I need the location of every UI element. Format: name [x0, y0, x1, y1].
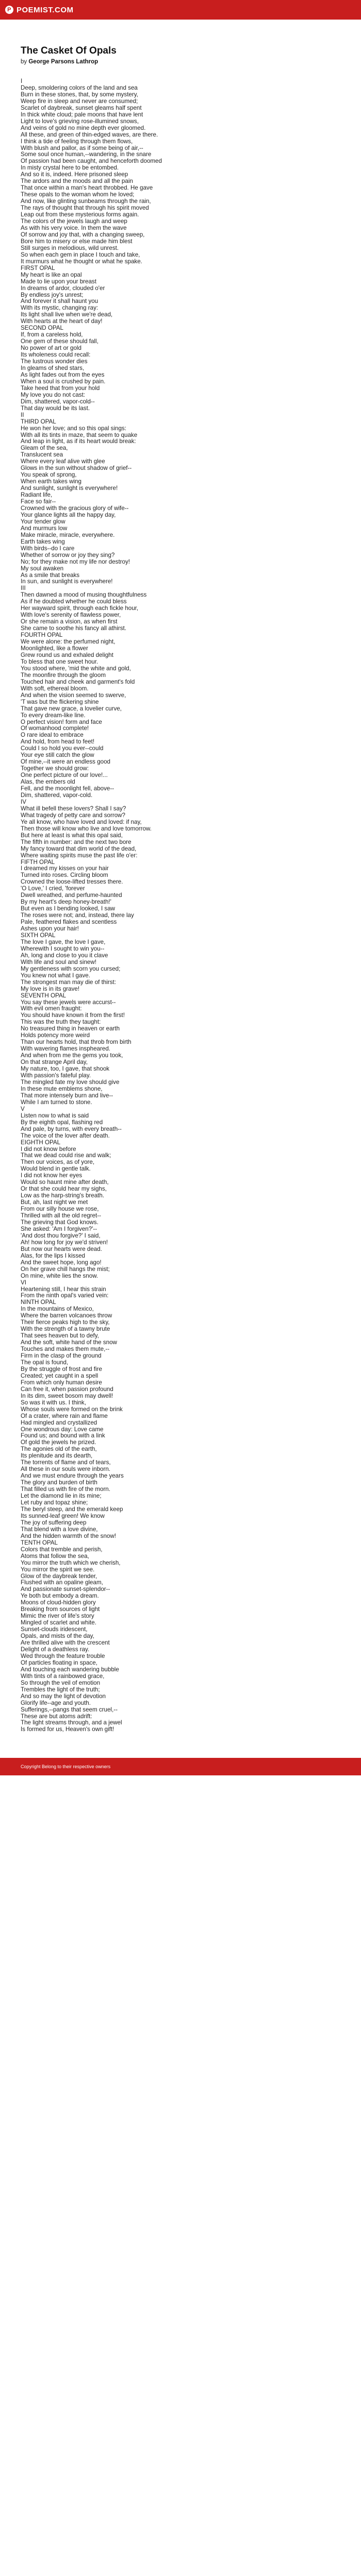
poem-line: Face so fair-- — [21, 498, 56, 505]
poem-line: NINTH OPAL — [21, 1299, 56, 1306]
poem-line: Of a crater, where rain and flame — [21, 1412, 108, 1419]
poem-line: Fell, and the moonlight fell, above-- — [21, 785, 114, 792]
poem-line: Whose souls were formed on the brink — [21, 1405, 123, 1413]
poem-line: Firm in the clasp of the ground — [21, 1352, 102, 1360]
poem-line: Than our hearts hold, that throb from birth — [21, 1039, 132, 1046]
poem-line: Ye both but embody a dream. — [21, 1592, 99, 1600]
poem-line: SECOND OPAL — [21, 325, 63, 332]
poem-line: With birds--do I care — [21, 545, 75, 552]
poem-line: With life and soul and sinew! — [21, 958, 96, 965]
poem-line: In sun, and sunlight is everywhere! — [21, 578, 113, 585]
poem-line: Sufferings,--pangs that seem cruel,-- — [21, 1706, 118, 1713]
poem-line: SIXTH OPAL — [21, 932, 56, 939]
poem-line: SEVENTH OPAL — [21, 992, 67, 999]
poem-line: THIRD OPAL — [21, 418, 56, 425]
poem-line: Touched hair and cheek and garment's fold — [21, 678, 135, 685]
poem-byline — [21, 59, 340, 65]
poem-line: You knew not what I gave. — [21, 972, 90, 979]
poem-line: Together we should grow: — [21, 765, 89, 772]
poem-line: And the sweet hope, long ago! — [21, 1259, 102, 1266]
poem-line: Atoms that follow the sea, — [21, 1552, 89, 1560]
poem-line: Opals, and mists of the day, — [21, 1633, 94, 1640]
poem-line: The colors of the jewels laugh and weep — [21, 218, 127, 225]
byline-prefix: by — [21, 59, 27, 65]
poem-line: That we dead could rise and walk; — [21, 1152, 111, 1159]
poem-line: By my heart's deep honey-breath!' — [21, 899, 111, 906]
poem-line: You mirror the truth which we cherish, — [21, 1559, 121, 1566]
poem-line: Could I so hold you ever--could — [21, 745, 104, 752]
poem-line: My nature, too, I gave, that shook — [21, 1065, 110, 1073]
poem-line: So was it with us. I think, — [21, 1399, 86, 1406]
poem-title: The Casket Of Opals — [21, 45, 117, 56]
poem-line: The rays of thought that through his spirit moved — [21, 205, 149, 212]
poem-line: My love is in its grave! — [21, 985, 80, 992]
poem-line: But now our hearts were dead. — [21, 1245, 102, 1252]
poem-line: From our silly house we rose, — [21, 1206, 99, 1213]
poem-line: Light to love's grieving rose-illumined snows, — [21, 117, 139, 125]
poem-line: Let the diamond lie in its mine; — [21, 1493, 102, 1500]
poem-line: One wondrous day: Love came — [21, 1426, 104, 1433]
poem-line: She came to soothe his fancy all athirst. — [21, 625, 126, 632]
poem-line: The opal is found, — [21, 1359, 69, 1366]
poem-line: In the mountains of Mexico, — [21, 1306, 94, 1313]
poem-line: No; for they make not my life nor destroy! — [21, 558, 130, 565]
poem-line: Gleam of the sea, — [21, 445, 68, 452]
poem-line: But, ah, last night we met — [21, 1199, 88, 1206]
poem-line: The mingled fate my love should give — [21, 1078, 120, 1086]
poem-line: Translucent sea — [21, 451, 63, 459]
poem-line: And touching each wandering bubble — [21, 1666, 119, 1673]
poem-line: The light streams through, and a jewel — [21, 1719, 122, 1726]
poem-line: And leap in light, as if its heart would break: — [21, 438, 136, 445]
poem-line: Mingled of scarlet and white. — [21, 1619, 96, 1626]
poem-line: By endless joy's unrest; — [21, 291, 84, 298]
poem-line: Your eye still catch the glow — [21, 752, 94, 759]
poem-line: Flushed with an opaline gleam, — [21, 1579, 103, 1586]
poem-line: You speak of sprong, — [21, 471, 77, 479]
poem-line: Of sorrow and joy that, with a changing sweep, — [21, 231, 145, 238]
poem-line: If, from a careless hold, — [21, 331, 83, 338]
poem-line: IV — [21, 798, 26, 805]
poem-line: To bless that one sweet hour. — [21, 658, 99, 665]
poem-line: Made to lie upon your breast — [21, 278, 96, 285]
copyright-text: Copyright Belong to their respective owners — [21, 1764, 111, 1770]
poem-line: The grieving that God knows. — [21, 1218, 99, 1226]
poem-line: Deep, smoldering colors of the land and sea — [21, 84, 138, 91]
poem-page — [0, 20, 361, 1743]
poem-line: The roses were not; and, instead, there lay — [21, 912, 134, 919]
poem-line: 'And dost thou forgive?' I said, — [21, 1232, 101, 1239]
poem-line: That once within a man's heart throbbed. He gave — [21, 184, 153, 192]
poem-line: You mirror the spirit we see. — [21, 1566, 95, 1573]
poem-line: Its light shall live when we're dead, — [21, 311, 113, 318]
poem-line: These opals to the woman whom he loved; — [21, 191, 135, 198]
poem-line: But here at least is what this opal said, — [21, 832, 123, 839]
poem-line: In its dim, sweet bosom may dwell! — [21, 1392, 113, 1399]
poem-line: And we must endure through the years — [21, 1472, 124, 1480]
poem-line: I dreamed my kisses on your hair — [21, 865, 109, 872]
poem-line: In misty crystal here to be entombed. — [21, 164, 119, 172]
poem-line: FIFTH OPAL — [21, 858, 55, 866]
poem-line: The lustrous wonder dies — [21, 358, 88, 365]
poem-line: Ah! how long for joy we'd striven! — [21, 1239, 108, 1246]
poem-line: Bore him to misery or else made him blest — [21, 238, 133, 245]
poem-line: Mimic the river of life's story — [21, 1613, 94, 1620]
poem-line: Scarlet of daybreak, sunset gleams half spent — [21, 104, 142, 111]
poem-line: Can free it, when passion profound — [21, 1385, 113, 1393]
poem-line: My gentleness with scorn you cursed; — [21, 965, 121, 972]
site-name: POEMIST.COM — [17, 5, 74, 14]
poem-line: As with his very voice. In them the wave — [21, 224, 127, 231]
poem-line: The torrents of flame and of tears, — [21, 1459, 111, 1466]
poem-line: O perfect vision! form and face — [21, 718, 102, 725]
poem-line: Are thrilled alive with the crescent — [21, 1639, 110, 1647]
poem-line: Your glance lights all the happy day, — [21, 511, 116, 518]
poem-line: Of gold the jewels he prized. — [21, 1439, 96, 1446]
poem-line: Dwell wreathed, and perfume-haunted — [21, 892, 122, 899]
poem-line: Alas, for the lips I kissed — [21, 1252, 86, 1259]
poem-line: From which only human desire — [21, 1379, 102, 1386]
poem-line: EIGHTH OPAL — [21, 1139, 61, 1146]
poem-line: Let ruby and topaz shine; — [21, 1499, 88, 1506]
poem-line: Where waiting spirits muse the past life o'er: — [21, 852, 138, 859]
poemist-logo-icon: P — [5, 6, 13, 14]
poem-line: FOURTH OPAL — [21, 632, 63, 639]
poem-line: III — [21, 585, 26, 592]
poem-line: Glorify life--age and youth. — [21, 1699, 91, 1706]
poem-line: This was the truth they taught: — [21, 1019, 101, 1026]
poem-line: The love I gave, the love I gave, — [21, 938, 106, 945]
poem-line: Where every leaf alive with glee — [21, 458, 105, 465]
poem-line: The agonies old of the earth, — [21, 1446, 97, 1453]
poem-line: Then dawned a mood of musing thoughtfulness — [21, 591, 147, 599]
poem-line: In thick white cloud; pale moons that have lent — [21, 111, 143, 118]
poem-line: The joy of suffering deep — [21, 1519, 87, 1526]
poem-line: Wed through the feature trouble — [21, 1652, 105, 1659]
poem-line: With wavering flames inspheared. — [21, 1045, 110, 1053]
poem-line: FIRST OPAL — [21, 264, 55, 272]
site-footer — [0, 1758, 361, 1775]
poem-line: Where the barren volcanoes throw — [21, 1312, 112, 1319]
poem-line: I did not know before — [21, 1145, 76, 1153]
poem-line: And passionate sunset-splendor-- — [21, 1586, 110, 1593]
poem-line: That day would be its last. — [21, 404, 90, 412]
poem-line: Is formed for us, Heaven's own gift! — [21, 1726, 114, 1733]
poem-line: Holds potency more weird — [21, 1032, 90, 1039]
poem-line: As if he doubted whether he could bless — [21, 598, 127, 605]
poem-line: In these mute emblems shone, — [21, 1085, 103, 1092]
poem-line: Ashes upon your hair! — [21, 925, 79, 933]
site-logo[interactable] — [5, 6, 74, 14]
poem-line: Dim, shattered, vapor-cold. — [21, 791, 93, 799]
poem-line: You stood where, 'mid the white and gold, — [21, 665, 131, 672]
poem-line: On that strange April day, — [21, 1059, 88, 1066]
poem-line: Ye all know, who have loved and loved: if nay, — [21, 818, 142, 825]
poem-line: Low as the harp-string's breath. — [21, 1192, 105, 1199]
poem-line: Trembles the light of the truth; — [21, 1686, 100, 1693]
poem-line: What tragedy of petty care and sorrow? — [21, 811, 125, 819]
poem-line: Alas, the embers old — [21, 778, 75, 786]
author-link[interactable]: George Parsons Lathrop — [28, 59, 99, 65]
poem-line: But even as I bending looked, I saw — [21, 905, 116, 912]
poem-line: The moonfire through the gloom — [21, 671, 106, 679]
poem-line: You should have known it from the first! — [21, 1012, 125, 1019]
poem-line: Earth takes wing — [21, 538, 65, 545]
poem-line: Of mine,--it were an endless good — [21, 758, 110, 766]
poem-line: And hold, from head to feet! — [21, 738, 95, 745]
poem-line: Moons of cloud-hidden glory — [21, 1599, 96, 1606]
poem-line: By the eighth opal, flashing red — [21, 1118, 103, 1126]
poem-line: You say these jewels were accurst-- — [21, 998, 116, 1006]
poem-line: In dreams of ardor, clouded o'er — [21, 284, 105, 292]
poem-line: Dim, shattered, vapor-cold-- — [21, 398, 95, 405]
poem-line: Found us; and bound with a link — [21, 1432, 105, 1439]
poem-line: Delight of a deathless ray. — [21, 1646, 90, 1653]
poem-line: And forever it shall haunt you — [21, 298, 99, 305]
poem-line: Radiant life, — [21, 492, 53, 499]
poem-line: TENTH OPAL — [21, 1539, 58, 1546]
poem-line: Then our voices, as of yore, — [21, 1159, 95, 1166]
poem-line: I did not know her eyes — [21, 1172, 83, 1179]
poem-line: No treasured thing in heaven or earth — [21, 1025, 120, 1032]
poem-line: With evil omen fraught: — [21, 1005, 82, 1012]
poem-line: On mine, white lies the snow. — [21, 1272, 99, 1279]
poem-line: Take heed that from your hold — [21, 384, 100, 392]
poem-line: Glow of the daybreak tender, — [21, 1572, 97, 1580]
poem-line: When a soul is crushed by pain. — [21, 378, 106, 385]
poem-line: I — [21, 78, 23, 84]
poem-line: Or she remain a vision, as when first — [21, 618, 118, 625]
poem-line: VI — [21, 1279, 26, 1286]
poem-line: Crowned the loose-lifted tresses there. — [21, 878, 123, 886]
poem-line: My soul awaken — [21, 565, 64, 572]
poem-line: And veins of gold no mine depth ever gloomed. — [21, 124, 146, 131]
poem-line: Or that she could hear my sighs, — [21, 1185, 107, 1193]
poem-line: Of womanhood complete! — [21, 725, 89, 732]
poem-line: And when from me the gems you took, — [21, 1052, 123, 1059]
poem-line: And so it is, indeed. Here prisoned sleep — [21, 171, 128, 178]
poem-line: Created; yet caught in a spell — [21, 1372, 99, 1379]
poem-line: One perfect picture of our love!... — [21, 772, 108, 779]
poem-line: That filled us with fire of the morn. — [21, 1486, 110, 1493]
poem-line: II — [21, 411, 24, 418]
poem-line: Touches and makes them mute,-- — [21, 1346, 110, 1353]
poem-line: With all its tints in maze, that seem to quake — [21, 431, 138, 438]
poem-line: And now, like glinting sunbeams through the rain, — [21, 198, 151, 205]
poem-line: Her wayward spirit, through each fickle hour, — [21, 605, 139, 612]
poem-line: Pale, feathered flakes and scentless — [21, 919, 117, 926]
poem-line: With the strength of a tawny brute — [21, 1326, 110, 1333]
poem-line: And murmurs low — [21, 524, 68, 532]
poem-line: With its mystic, changing ray: — [21, 304, 99, 312]
poem-line: That gave new grace, a lovelier curve, — [21, 705, 122, 712]
poem-line: Heartening still, I hear this strain — [21, 1285, 106, 1293]
poem-line: Breaking from sources of light — [21, 1606, 100, 1613]
poem-line: Would so haunt mine after death, — [21, 1179, 109, 1186]
poem-line: And when the vision seemed to swerve, — [21, 691, 126, 699]
poem-line: By the struggle of frost and fire — [21, 1365, 102, 1372]
poem-line: Whether of sorrow or joy they sing? — [21, 551, 115, 558]
poem-line: The fifth in number: and the next two bore — [21, 838, 132, 845]
poem-line: And so may the light of devotion — [21, 1692, 106, 1700]
poem-line: Some soul once human,--wandering, in the snare — [21, 151, 152, 158]
poem-line: Sunset-clouds iridescent, — [21, 1626, 88, 1633]
poem-line: Thrilled with all the old regret-- — [21, 1212, 101, 1219]
poem-line: My love you do not cast: — [21, 391, 86, 398]
poem-line: Make miracle, miracle, everywhere. — [21, 531, 115, 538]
poem-line: On her grave chill hangs the mist; — [21, 1265, 110, 1273]
poem-line: Its wholeness could recall: — [21, 351, 91, 359]
poem-line: With tints of a rainbowed grace, — [21, 1672, 105, 1680]
poem-line: It murmurs what he thought or what he spake. — [21, 258, 142, 265]
poem-line: My heart is like an opal — [21, 271, 82, 278]
poem-line: We were alone: the perfumed night, — [21, 638, 116, 646]
poem-line: All these in our souls were inborn. — [21, 1466, 110, 1473]
poem-line: As light fades out from the eyes — [21, 371, 105, 378]
poem-line: Its plenitude and its dearth, — [21, 1452, 93, 1460]
poem-line: He won her love; and so this opal sings: — [21, 425, 126, 432]
poem-line: That blend with a love divine, — [21, 1526, 98, 1533]
poem-line: That more intensely burn and live-- — [21, 1092, 113, 1099]
poem-line: With passion's fateful play. — [21, 1072, 91, 1079]
poem-line: O rare ideal to embrace — [21, 732, 84, 739]
poem-line: These are but atoms adrift: — [21, 1713, 92, 1720]
poem-line: Of passion had been caught, and henceforth doomed — [21, 158, 162, 165]
poem-line: So when each gem in place I touch and take, — [21, 251, 140, 258]
poem-line: As a smile that breaks — [21, 571, 80, 579]
poem-line: When earth takes wing — [21, 478, 81, 485]
poem-line: While I am turned to stone. — [21, 1098, 92, 1106]
poem-line: Its sunned-leaf green! We know — [21, 1512, 105, 1519]
poem-line: With soft, ethereal bloom. — [21, 685, 89, 692]
poem-body — [21, 78, 340, 1733]
poem-line: Your tender glow — [21, 518, 65, 525]
poem-line: And pale, by turns, with every breath-- — [21, 1125, 122, 1132]
poem-line: In gleams of shed stars, — [21, 364, 85, 371]
poem-line: The strongest man may die of thirst: — [21, 978, 116, 986]
site-header — [0, 0, 361, 20]
poem-line: The glory and burden of birth — [21, 1479, 97, 1486]
poem-line: Colors that tremble and perish, — [21, 1546, 103, 1553]
poem-line: Wherewith I sought to win you-- — [21, 945, 105, 952]
poem-line: Burn in these stones, that, by some mystery, — [21, 91, 138, 98]
poem-line: I think a tide of feeling through them flows, — [21, 138, 133, 145]
poem-line: My fancy toward that dim world of the dead, — [21, 845, 137, 852]
poem-line: All these, and green of thin-edged waves, are there. — [21, 131, 158, 138]
poem-line: From the ninth opal's varied vein: — [21, 1292, 109, 1299]
poem-line: The ardors and the moods and all the pain — [21, 178, 133, 185]
poem-line: And sunlight, sunlight is everywhere! — [21, 485, 118, 492]
poem-line: She asked: 'Am I forgiven?'-- — [21, 1225, 97, 1232]
poem-line: V — [21, 1105, 25, 1112]
poem-line: What ill befell these lovers? Shall I say? — [21, 805, 126, 812]
poem-line: Glows in the sun without shadow of grief-- — [21, 465, 132, 472]
poem-line: And the soft, white hand of the snow — [21, 1339, 117, 1346]
poem-line: No power of art or gold — [21, 345, 81, 352]
poem-line: Turned into roses. Circling bloom — [21, 872, 108, 879]
poem-line: With blush and pallor, as if some being of air,-- — [21, 144, 143, 151]
poem-line: Weep fire in sleep and never are consumed; — [21, 97, 138, 105]
poem-line: Ah, long and close to you it clave — [21, 952, 108, 959]
poem-line: With love's serenity of flawless power, — [21, 612, 121, 619]
poem-line: 'T was but the flickering shine — [21, 698, 99, 705]
poem-line: Of particles floating in space, — [21, 1659, 97, 1666]
poem-line: Had mingled and crystallized — [21, 1419, 97, 1426]
poem-line: Their fierce peaks high to the sky, — [21, 1319, 110, 1326]
poem-line: Crowned with the gracious glory of wife-- — [21, 505, 129, 512]
poem-line: Listen now to what is said — [21, 1112, 89, 1119]
poem-line: 'O Love,' I cried, 'forever — [21, 885, 85, 892]
poem-line: With hearts at the heart of day! — [21, 318, 103, 325]
poem-line: And the hidden warmth of the snow! — [21, 1532, 116, 1539]
poem-line: To every dream-like line. — [21, 711, 86, 719]
poem-line: One gem of these should fall, — [21, 338, 99, 345]
poem-line: That sees heaven but to defy, — [21, 1332, 99, 1340]
poem-line: Leap out from these mysterious forms again. — [21, 211, 139, 218]
poem-line: Would blend in gentle talk. — [21, 1165, 91, 1173]
poem-line: Moonlighted, like a flower — [21, 645, 88, 652]
poem-line: Then those will know who live and love tomorrow. — [21, 825, 152, 832]
poem-line: Grew round us and exhaled delight — [21, 651, 113, 658]
poem-line: So through the veil of emotion — [21, 1679, 101, 1686]
poem-line: The voice of the lover after death. — [21, 1132, 110, 1139]
poem-line: The beryl steep, and the emerald keep — [21, 1505, 123, 1513]
poem-line: Still surges in melodious, wild unrest. — [21, 244, 119, 251]
